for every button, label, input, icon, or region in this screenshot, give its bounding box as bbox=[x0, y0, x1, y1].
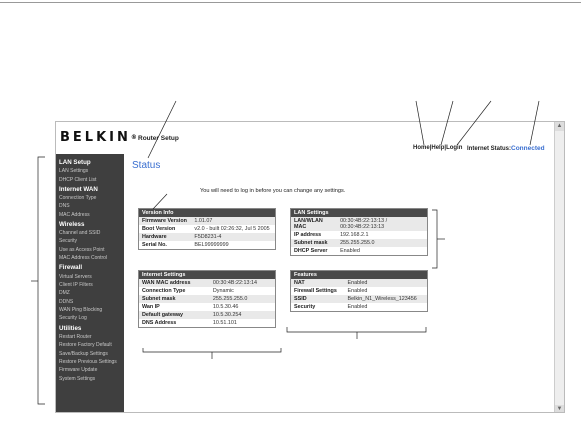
vertical-scrollbar[interactable] bbox=[554, 122, 564, 413]
table-row bbox=[291, 279, 427, 287]
sidebar-item[interactable]: Restore Factory Default bbox=[59, 342, 112, 349]
lan-settings-panel bbox=[290, 208, 428, 256]
router-setup-label: Router Setup bbox=[138, 135, 179, 142]
router-header bbox=[56, 122, 565, 154]
row-value: v2.0 - built 02:26:32, Jul 5 2005 bbox=[191, 225, 275, 233]
sidebar-item[interactable]: Connection Type bbox=[59, 194, 97, 201]
row-key: Serial No. bbox=[139, 241, 191, 249]
row-key: SSID bbox=[291, 295, 345, 303]
table-row bbox=[291, 303, 427, 311]
row-value: 10.5.30.46 bbox=[210, 303, 275, 311]
sidebar-section-title: Firewall bbox=[59, 264, 83, 272]
table-row bbox=[139, 295, 275, 303]
table-row bbox=[139, 287, 275, 295]
nav-separator: | bbox=[429, 145, 432, 151]
row-key: DNS Address bbox=[139, 319, 210, 327]
row-key: Boot Version bbox=[139, 225, 191, 233]
row-value: Enabled bbox=[345, 279, 427, 287]
sidebar-section-title: Utilities bbox=[59, 324, 82, 332]
table-row bbox=[139, 303, 275, 311]
row-key: IP address bbox=[291, 231, 337, 239]
browser-window bbox=[55, 121, 565, 413]
row-value: Dynamic bbox=[210, 287, 275, 295]
sidebar-item[interactable]: WAN Ping Blocking bbox=[59, 307, 103, 314]
sidebar-section-title: Wireless bbox=[59, 220, 85, 228]
row-value: 255.255.255.0 bbox=[210, 295, 275, 303]
sidebar-item[interactable]: Security Log bbox=[59, 315, 87, 322]
table-row bbox=[291, 295, 427, 303]
sidebar-item[interactable]: System Settings bbox=[59, 375, 96, 382]
row-key: Security bbox=[291, 303, 345, 311]
row-key: Subnet mask bbox=[139, 295, 210, 303]
internet-status bbox=[467, 145, 545, 152]
panel-title: LAN Settings bbox=[291, 209, 427, 217]
sidebar-item[interactable]: Use as Access Point bbox=[59, 246, 105, 253]
row-key: NAT bbox=[291, 279, 345, 287]
row-value: Enabled bbox=[345, 287, 427, 295]
table-row bbox=[291, 247, 427, 255]
sidebar-section-title: Internet WAN bbox=[59, 185, 98, 193]
panel-title: Version Info bbox=[139, 209, 275, 217]
table-row bbox=[139, 319, 275, 327]
row-value: 1.01.07 bbox=[191, 217, 275, 225]
row-value: 255.255.255.0 bbox=[337, 239, 427, 247]
panel-title: Features bbox=[291, 271, 427, 279]
row-key: Firewall Settings bbox=[291, 287, 345, 295]
home-link[interactable]: Home bbox=[413, 145, 430, 151]
sidebar-item[interactable]: Client IP Filters bbox=[59, 281, 93, 288]
row-value: 00:30:4B:22:13:14 bbox=[210, 279, 275, 287]
row-key: Wan IP bbox=[139, 303, 210, 311]
row-key: LAN/WLAN MAC bbox=[291, 217, 337, 231]
panel-title: Internet Settings bbox=[139, 271, 275, 279]
scroll-down-icon[interactable]: ▼ bbox=[556, 406, 563, 412]
nav-separator: | bbox=[444, 145, 447, 151]
table-row bbox=[139, 311, 275, 319]
table-row bbox=[291, 287, 427, 295]
sidebar-item[interactable]: DMZ bbox=[59, 290, 70, 297]
version-info-panel bbox=[138, 208, 276, 250]
table-row bbox=[291, 217, 427, 231]
sidebar-item[interactable]: DDNS bbox=[59, 298, 74, 305]
table-row bbox=[139, 225, 275, 233]
table-row bbox=[291, 239, 427, 247]
row-key: Hardware bbox=[139, 233, 191, 241]
internet-status-value: Connected bbox=[511, 145, 545, 152]
login-link[interactable]: Login bbox=[446, 145, 463, 151]
sidebar-item[interactable]: Restore Previous Settings bbox=[59, 358, 117, 365]
internet-settings-panel bbox=[138, 270, 276, 328]
sidebar-item[interactable]: DHCP Client List bbox=[59, 176, 97, 183]
row-value: Enabled bbox=[337, 247, 427, 255]
table-row bbox=[291, 231, 427, 239]
sidebar-item[interactable]: Security bbox=[59, 238, 78, 245]
row-value: 00:30:4B:22:13:13 / 00:30:4B:22:13:13 bbox=[337, 217, 427, 231]
belkin-logo: BELKIN® bbox=[60, 130, 137, 145]
sidebar-item[interactable]: DNS bbox=[59, 203, 70, 210]
table-row bbox=[139, 217, 275, 225]
internet-status-label: Internet Status: bbox=[467, 146, 512, 152]
sidebar-section-title: LAN Setup bbox=[59, 159, 91, 166]
row-key: Default gateway bbox=[139, 311, 210, 319]
row-key: WAN MAC address bbox=[139, 279, 210, 287]
sidebar-item[interactable]: Virtual Servers bbox=[59, 273, 92, 280]
sidebar-item[interactable]: Firmware Update bbox=[59, 367, 98, 374]
table-row bbox=[139, 279, 275, 287]
sidebar-item[interactable]: MAC Address bbox=[59, 211, 90, 218]
row-key: Firmware Version bbox=[139, 217, 191, 225]
help-link[interactable]: Help bbox=[431, 145, 445, 151]
page-top-rule bbox=[0, 2, 581, 3]
row-key: DHCP Server bbox=[291, 247, 337, 255]
page-title: Status bbox=[132, 160, 161, 171]
sidebar-item[interactable]: LAN Settings bbox=[59, 168, 89, 175]
callout-bracket bbox=[38, 157, 45, 404]
sidebar-item[interactable]: Restart Router bbox=[59, 333, 92, 340]
scroll-up-icon[interactable]: ▲ bbox=[556, 123, 563, 129]
top-nav bbox=[413, 145, 462, 151]
row-key: Subnet mask bbox=[291, 239, 337, 247]
sidebar-item[interactable]: Channel and SSID bbox=[59, 230, 101, 237]
table-row bbox=[139, 241, 275, 249]
row-value: F5D8231-4 bbox=[191, 233, 275, 241]
table-row bbox=[139, 233, 275, 241]
row-value: 10.5.30.254 bbox=[210, 311, 275, 319]
row-value: Belkin_N1_Wireless_123456 bbox=[345, 295, 427, 303]
row-value: 10.51.101 bbox=[210, 319, 275, 327]
main-content bbox=[128, 154, 554, 413]
login-message: You will need to log in before you can change any settings. bbox=[200, 188, 346, 194]
sidebar-item[interactable]: MAC Address Control bbox=[59, 255, 108, 262]
row-key: Connection Type bbox=[139, 287, 210, 295]
row-value: Enabled bbox=[345, 303, 427, 311]
row-value: 192.168.2.1 bbox=[337, 231, 427, 239]
row-value: BEL99999999 bbox=[191, 241, 275, 249]
sidebar-item[interactable]: Save/Backup Settings bbox=[59, 350, 108, 357]
sidebar-nav bbox=[56, 154, 124, 413]
features-panel bbox=[290, 270, 428, 312]
